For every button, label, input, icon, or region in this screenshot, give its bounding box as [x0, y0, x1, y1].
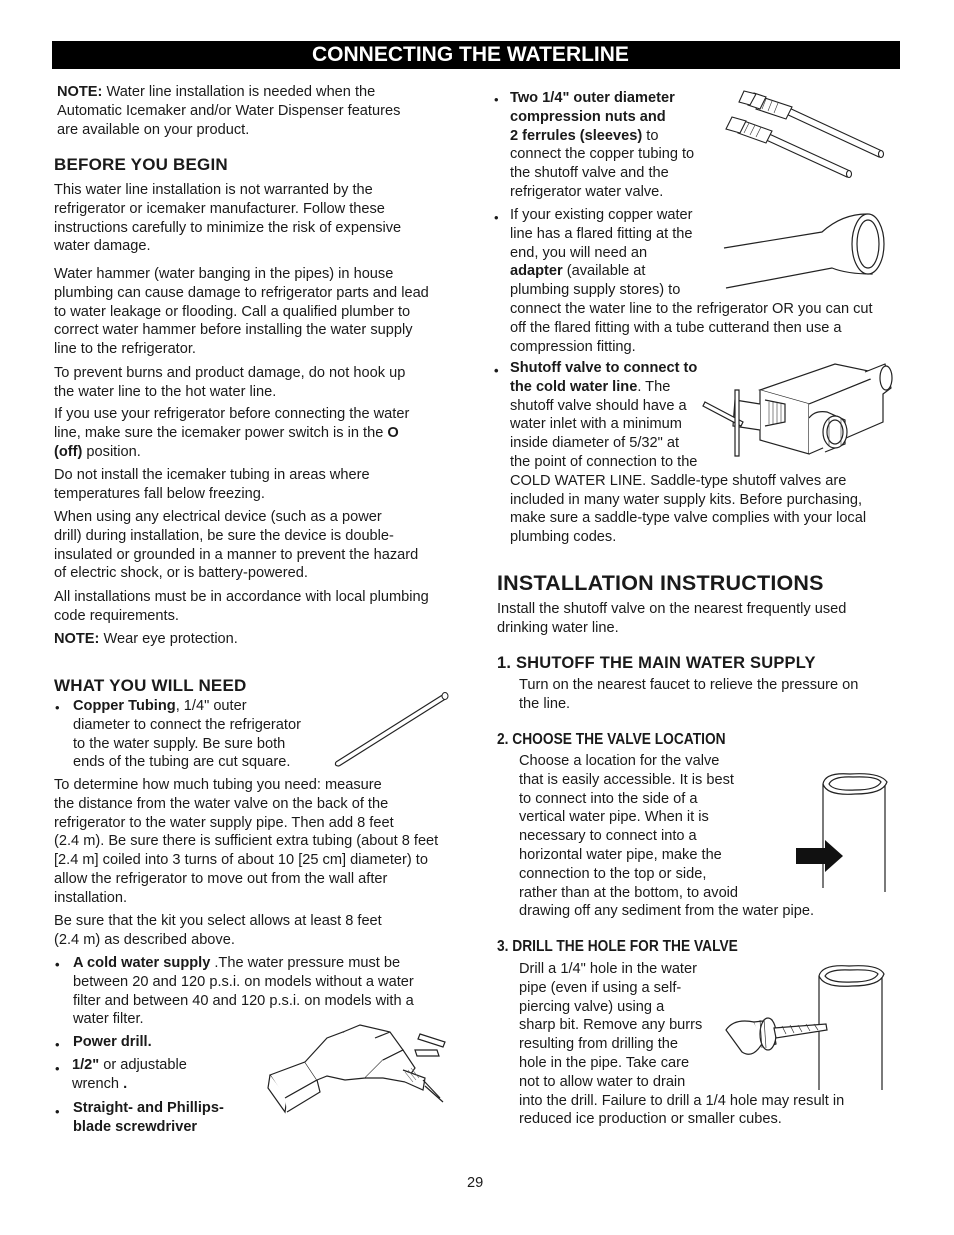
line: plumbing codes.	[510, 529, 617, 546]
note-text-2: Automatic Icemaker and/or Water Dispenser features	[57, 102, 401, 119]
line: This water line installation is not warranted by the	[54, 182, 373, 198]
copper-tubing-illustration	[330, 688, 455, 768]
line: to the water supply. Be sure both	[73, 735, 286, 752]
line: Water hammer (water banging in the pipes) in house	[54, 266, 394, 282]
line: inside diameter of 5/32" at	[510, 435, 680, 452]
line: connect the copper tubing to	[510, 146, 695, 163]
wrench-item	[72, 1056, 187, 1094]
line: end, you will need an	[510, 244, 648, 261]
line: reduced ice production or smaller cubes.	[519, 1111, 782, 1128]
line: plumbing can cause damage to refrigerator parts and lead	[54, 284, 429, 301]
shutoff-valve-illustration	[705, 360, 895, 470]
line: .The water pressure must be	[210, 955, 401, 971]
before-you-begin-heading: BEFORE YOU BEGIN	[54, 155, 228, 174]
cold-water-label: A cold water supply	[73, 955, 211, 971]
line: Shutoff valve to connect to	[510, 360, 698, 376]
line: or adjustable	[99, 1057, 187, 1073]
line: Do not install the icemaker tubing in areas where	[54, 467, 370, 483]
line: pipe (even if using a self-	[519, 979, 682, 996]
line: to water leakage or flooding. Call a qualified plumber to	[54, 303, 411, 320]
bullet: •	[494, 210, 499, 225]
note-label: NOTE:	[57, 84, 103, 100]
line: line, make sure the icemaker power switch is in the	[54, 424, 388, 441]
bullet: •	[494, 363, 499, 378]
power-drill-item	[73, 1033, 152, 1052]
line: position.	[82, 443, 141, 460]
line: 2 ferrules (sleeves)	[510, 127, 643, 144]
step-3-heading: 3. DRILL THE HOLE FOR THE VALVE	[497, 938, 738, 955]
line: to	[642, 127, 659, 144]
line: refrigerator water valve.	[510, 183, 664, 200]
off-symbol: O	[387, 424, 399, 441]
line: Drill a 1/4" hole in the water	[519, 961, 697, 977]
line: insulated or grounded in a manner to prevent the hazard	[54, 546, 419, 563]
line: connect the water line to the refrigerator OR you can cut	[510, 300, 873, 317]
line: If you use your refrigerator before connecting the water	[54, 406, 410, 422]
copper-label: Copper Tubing	[73, 698, 176, 714]
kit-paragraph	[54, 912, 484, 950]
line: off the flared fitting with a tube cutterand then use a	[510, 319, 842, 336]
line: the line.	[519, 695, 571, 712]
line: correct water hammer before installing the water supply	[54, 322, 413, 339]
bullet: •	[55, 700, 60, 715]
line: filter and between 40 and 120 p.s.i. on models with a	[73, 992, 414, 1009]
compression-nuts-item	[510, 89, 730, 202]
line: drawing off any sediment from the water pipe.	[519, 903, 815, 920]
note-text-3: are available on your product.	[57, 121, 250, 138]
line: COLD WATER LINE. Saddle-type shutoff valves are	[510, 472, 847, 489]
flared-fitting-illustration	[722, 210, 892, 290]
line: Be sure that the kit you select allows at least 8 feet	[54, 913, 382, 929]
line: refrigerator or icemaker manufacturer. Follow these	[54, 200, 385, 217]
line: piercing valve) using a	[519, 998, 665, 1015]
line: included in many water supply kits. Before purchasing,	[510, 491, 863, 508]
line: blade screwdriver	[73, 1118, 198, 1135]
drill-pipe-illustration	[724, 962, 889, 1092]
line: sharp bit. Remove any burrs	[519, 1017, 703, 1034]
note-text: Wear eye protection.	[99, 631, 238, 647]
note-text-1: Water line installation is needed when the	[102, 84, 376, 100]
line: plumbing supply stores) to	[510, 282, 681, 299]
line: make sure a saddle-type valve complies with your local	[510, 510, 867, 527]
line: [2.4 m] coiled into 3 turns of about 10 [25 cm] diameter) to	[54, 852, 428, 869]
line: (2.4 m). Be sure there is sufficient extra tubing (about 8 feet	[54, 833, 439, 850]
line: into the drill. Failure to drill a 1/4 hole may result in	[519, 1092, 845, 1109]
line: To determine how much tubing you need: measure	[54, 777, 382, 793]
period: .	[123, 1075, 128, 1092]
line: the cold water line	[510, 378, 638, 395]
page-number: 29	[467, 1175, 484, 1191]
before-paragraph-7	[54, 588, 474, 626]
cold-water-item	[73, 954, 473, 1029]
line: compression nuts and	[510, 108, 666, 125]
compression-nuts-illustration	[722, 85, 892, 180]
installation-intro	[497, 600, 897, 638]
line: installation.	[54, 889, 128, 906]
line: water filter.	[73, 1011, 144, 1028]
before-paragraph-5	[54, 466, 474, 504]
line: refrigerator to the water supply pipe. Then add 8 feet	[54, 814, 394, 831]
line: drill) during installation, be sure the device is double-	[54, 527, 394, 544]
line: shutoff valve should have a	[510, 397, 687, 414]
line: between 20 and 120 p.s.i. on models without a water	[73, 973, 414, 990]
note-label: NOTE:	[54, 631, 100, 647]
line: of electric shock, or is battery-powered.	[54, 565, 308, 582]
line: line has a flared fitting at the	[510, 225, 693, 242]
what-you-will-need-heading: WHAT YOU WILL NEED	[54, 676, 247, 695]
line: compression fitting.	[510, 338, 636, 355]
line: water inlet with a minimum	[510, 416, 682, 433]
step-2-heading: 2. CHOOSE THE VALVE LOCATION	[497, 731, 726, 748]
installation-instructions-heading: INSTALLATION INSTRUCTIONS	[497, 571, 824, 595]
before-paragraph-2	[54, 265, 474, 359]
line: hole in the pipe. Take care	[519, 1054, 690, 1071]
off-label: (off)	[54, 443, 83, 460]
line: water damage.	[54, 238, 151, 255]
copper-tubing-item	[73, 697, 333, 772]
screwdriver-item	[73, 1099, 224, 1137]
line: Two 1/4" outer diameter	[510, 90, 675, 106]
line: instructions carefully to minimize the risk of expensive	[54, 219, 402, 236]
line: rather than at the bottom, to avoid	[519, 884, 739, 901]
line: , 1/4" outer	[175, 698, 247, 714]
line: If your existing copper water	[510, 207, 693, 223]
line: . The	[637, 378, 671, 395]
line: wrench	[72, 1075, 124, 1092]
line: the shutoff valve and the	[510, 165, 669, 182]
line: To prevent burns and product damage, do not hook up	[54, 365, 406, 381]
wrench-size: 1/2"	[72, 1057, 100, 1073]
line: the distance from the water valve on the back of the	[54, 795, 389, 812]
power-drill-label: Power drill.	[73, 1034, 152, 1050]
bullet: •	[494, 92, 499, 107]
line: When using any electrical device (such as a power	[54, 509, 382, 525]
line: code requirements.	[54, 607, 179, 624]
line: drinking water line.	[497, 619, 619, 636]
line: diameter to connect the refrigerator	[73, 716, 301, 733]
line: necessary to connect into a	[519, 828, 697, 845]
eye-protection-note	[54, 630, 238, 649]
bullet: •	[55, 1037, 60, 1052]
line: Choose a location for the valve	[519, 753, 720, 769]
line: (available at	[562, 263, 646, 280]
line: Straight- and Phillips-	[73, 1100, 224, 1116]
tubing-length-paragraph	[54, 776, 484, 908]
bullet: •	[55, 957, 60, 972]
step-1-heading: 1. SHUTOFF THE MAIN WATER SUPPLY	[497, 654, 816, 672]
adapter-label: adapter	[510, 263, 563, 280]
line: line to the refrigerator.	[54, 341, 196, 358]
bullet: •	[55, 1061, 60, 1076]
note-block	[57, 83, 437, 139]
line: ends of the tubing are cut square.	[73, 754, 291, 771]
before-paragraph-3	[54, 364, 474, 402]
line: (2.4 m) as described above.	[54, 931, 235, 948]
line: Install the shutoff valve on the nearest frequently used	[497, 601, 847, 617]
line: temperatures fall below freezing.	[54, 485, 265, 502]
step-1-text	[519, 676, 899, 714]
line: to connect into the side of a	[519, 790, 698, 807]
line: connection to the top or side,	[519, 865, 707, 882]
before-paragraph-4	[54, 405, 474, 461]
vertical-pipe-illustration	[795, 770, 895, 895]
line: All installations must be in accordance with local plumbing	[54, 589, 429, 605]
line: horizontal water pipe, make the	[519, 846, 722, 863]
bullet: •	[55, 1104, 60, 1119]
before-paragraph-6	[54, 508, 474, 583]
line: Turn on the nearest faucet to relieve the pressure on	[519, 677, 859, 693]
section-banner: CONNECTING THE WATERLINE	[52, 41, 900, 69]
before-paragraph-1	[54, 181, 474, 256]
power-drill-illustration	[265, 1020, 475, 1115]
line: the point of connection to the	[510, 453, 698, 470]
line: allow the refrigerator to move out from the wall after	[54, 870, 388, 887]
line: vertical water pipe. When it is	[519, 809, 709, 826]
line: not to allow water to drain	[519, 1073, 686, 1090]
line: resulting from drilling the	[519, 1036, 678, 1053]
line: the water line to the hot water line.	[54, 383, 277, 400]
line: that is easily accessible. It is best	[519, 771, 734, 788]
